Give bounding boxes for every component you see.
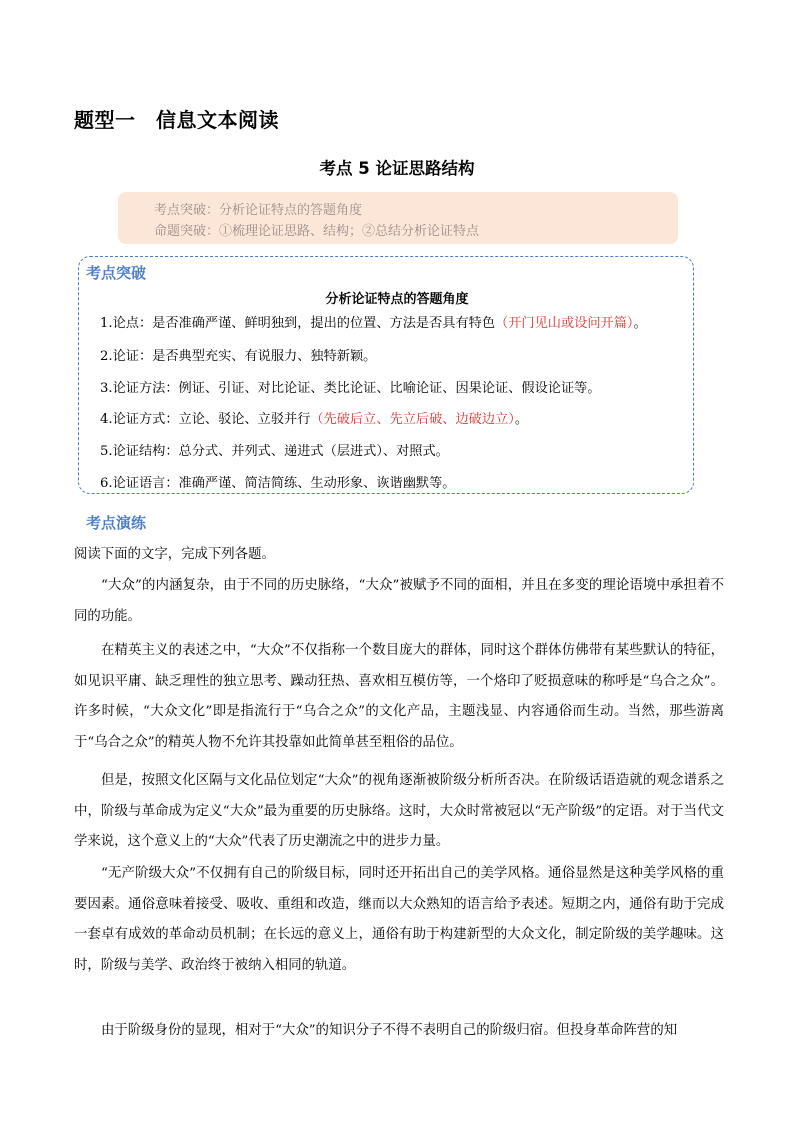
- point-item: [100, 472, 455, 491]
- passage-paragraph: “无产阶级大众”不仅拥有自己的阶级目标，同时还开拓出自己的美学风格。通俗显然是这种美学风格的重要因素。通俗意味着接受、吸收、重组和改造，继而以大众熟知的语言给予表述。短期之内，通俗有助于完成一套卓有成效的革命动员机制；在长远的意义上，通俗有助于构建新型的大众文化，制定阶级的美学趣味。这时，阶级与美学、政治终于被纳入相同的轨道。: [74, 866, 724, 973]
- passage-paragraph: 但是，按照文化区隔与文化品位划定“大众”的视角逐渐被阶级分析所否决。在阶级话语造就的观念谱系之中，阶级与革命成为定义“大众”最为重要的历史脉络。这时，大众时常被冠以“无产阶级”的定语。对于当代文学来说，这个意义上的“大众”代表了历史潮流之中的进步力量。: [74, 773, 724, 849]
- passage-paragraph: 由于阶级身份的显现，相对于“大众”的知识分子不得不表明自己的阶级归宿。但投身革命阵营的知: [101, 1023, 678, 1038]
- point-text: 5.论证结构：总分式、并列式、递进式（层进式）、对照式。: [100, 444, 449, 459]
- point-item: [100, 345, 376, 364]
- point-item: [100, 440, 449, 459]
- point-tail: 。: [514, 412, 528, 427]
- breakthrough-label: 考点突破: [86, 264, 147, 282]
- point-item: [100, 377, 601, 396]
- section-title: 题型一 信息文本阅读: [74, 108, 279, 132]
- summary-line-2: 命题突破：①梳理论证思路、结构；②总结分析论证特点: [154, 224, 480, 239]
- point-text: 1.论点：是否准确严谨、鲜明独到，提出的位置、方法是否具有特色: [100, 316, 496, 331]
- passage-paragraph: “大众”的内涵复杂，由于不同的历史脉络，“大众”被赋予不同的面相，并且在多变的理论语境中承担着不同的功能。: [74, 578, 724, 624]
- point-red-note: （开门见山或设问开篇）: [495, 316, 634, 331]
- instruction: 阅读下面的文字，完成下列各题。: [74, 547, 275, 562]
- point-text: 6.论证语言：准确严谨、简洁简练、生动形象、诙谐幽默等。: [100, 476, 456, 491]
- point-title: 考点 5 论证思路结构: [319, 159, 475, 178]
- point-item: [100, 408, 528, 427]
- passage-paragraph: 在精英主义的表述之中，“大众”不仅指称一个数目庞大的群体，同时这个群体仿佛带有某些默认的特征，如见识平庸、缺乏理性的独立思考、躁动狂热、喜欢相互模仿等，一个烙印了贬损意味的称呼是“乌合之众”。许多时候，“大众文化”即是指流行于“乌合之众”的文化产品，主题浅显、内容通俗而生动。当然，那些游离于“乌合之众”的精英人物不允许其投靠如此简单甚至粗俗的品位。: [74, 643, 724, 750]
- point-item: [100, 312, 647, 331]
- breakthrough-heading: 分析论证特点的答题角度: [325, 292, 469, 307]
- point-text: 3.论证方法：例证、引证、对比论证、类比论证、比喻论证、因果论证、假设论证等。: [100, 381, 601, 396]
- summary-box: [118, 192, 678, 244]
- summary-line-1: 考点突破：分析论证特点的答题角度: [154, 203, 363, 218]
- point-text: 4.论证方式：立论、驳论、立驳并行: [100, 412, 311, 427]
- point-text: 2.论证：是否典型充实、有说服力、独特新颖。: [100, 349, 377, 364]
- point-tail: 。: [633, 316, 647, 331]
- practice-label: 考点演练: [86, 514, 147, 532]
- point-red-note: （先破后立、先立后破、边破边立）: [310, 412, 515, 427]
